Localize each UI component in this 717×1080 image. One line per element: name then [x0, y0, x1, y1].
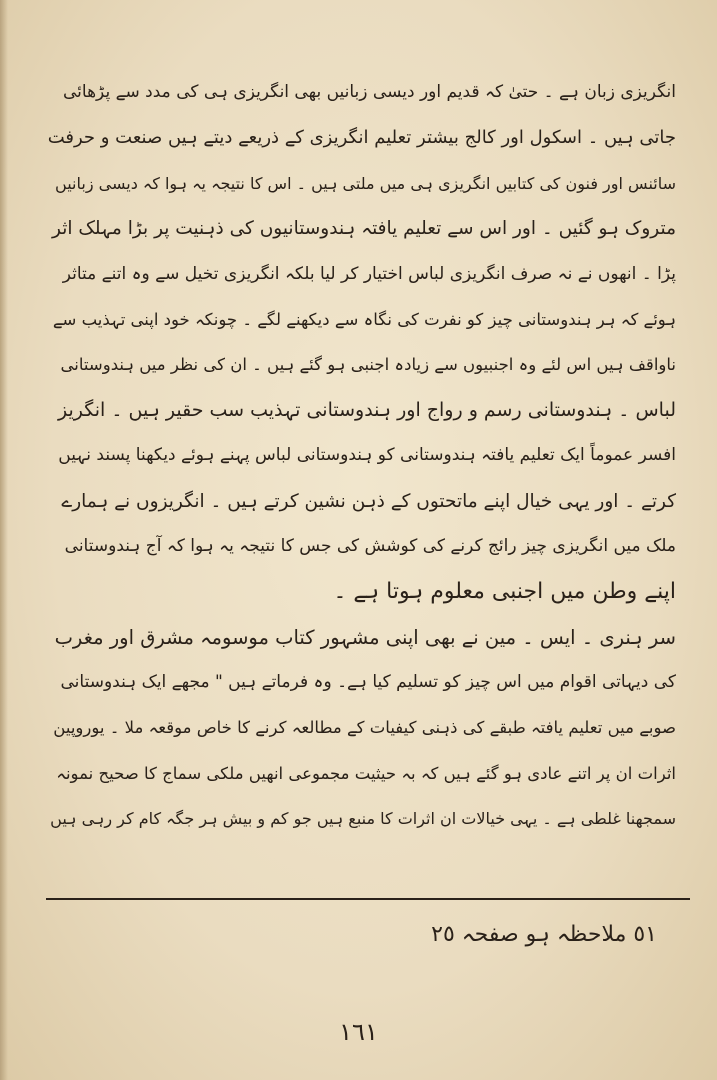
text-line: ملک میں انگریزی چیز رائج کرنے کی کوشش کی جس کا نتیجہ یہ ہوا کہ آج ہندوستانی	[64, 535, 676, 556]
text-line: کی دیہاتی اقوام میں اس چیز کو تسلیم کیا ہے۔ وہ فرماتے ہیں " مجھے ایک ہندوستانی	[60, 672, 676, 693]
text-line: انگریزی زبان ہے ۔ حتیٰ کہ قدیم اور دیسی زبانیں بھی انگریزی ہی کی مدد سے پڑھائی	[63, 82, 676, 102]
page-number: ١٦١	[339, 1018, 378, 1046]
text-line: سائنس اور فنون کی کتابیں انگریزی ہی میں ملتی ہیں ۔ اس کا نتیجہ یہ ہوا کہ دیسی زبانیں	[55, 173, 676, 193]
text-line: صوبے میں تعلیم یافتہ طبقے کی ذہنی کیفیات کے مطالعہ کرنے کا خاص موقعہ ملا ۔ یوروپین	[53, 718, 676, 738]
text-line: ناواقف ہیں اس لئے وہ اجنبیوں سے زیادہ اجنبی ہو گئے ہیں ۔ ان کی نظر میں ہندوستانی	[60, 355, 676, 375]
text-line: سمجھنا غلطی ہے ۔ یہی خیالات ان اثرات کا منبع ہیں جو کم و بیش ہر جگہ کام کر رہی ہیں	[50, 809, 676, 829]
footnote: ٥١ ملاحظہ ہو صفحہ ٢٥	[431, 922, 657, 947]
text-line: پڑا ۔ انھوں نے نہ صرف انگریزی لباس اختیار کر لیا بلکہ انگریزی تخیل سے وہ اتنے متاثر	[62, 263, 676, 284]
text-line: اثرات ان پر اتنے عادی ہو گئے ہیں کہ بہ حیثیت مجموعی انھیں ملکی سماج کا صحیح نمونہ	[56, 763, 676, 783]
footnote-divider	[46, 898, 690, 900]
text-line: کرتے ۔ اور یہی خیال اپنے ماتحتوں کے ذہن نشین کرتے ہیں ۔ انگریزوں نے ہمارے	[61, 490, 676, 512]
text-line: سر ہنری ۔ ایس ۔ مین نے بھی اپنی مشہور کتاب موسومہ مشرق اور مغرب	[54, 625, 676, 649]
text-line: جاتی ہیں ۔ اسکول اور کالج بیشتر تعلیم انگریزی کے ذریعے دیتے ہیں صنعت و حرفت	[48, 127, 676, 149]
text-line: ہوئے کہ ہر ہندوستانی چیز کو نفرت کی نگاہ سے دیکھنے لگے ۔ چونکہ خود اپنی تہذیب سے	[52, 309, 676, 329]
body-text	[48, 70, 676, 842]
page-binding-shadow	[0, 0, 8, 1080]
text-line: لباس ۔ ہندوستانی رسم و رواج اور ہندوستانی تہذیب سب حقیر ہیں ۔ انگریز	[57, 398, 676, 421]
text-line: اپنے وطن میں اجنبی معلوم ہوتا ہے ۔	[333, 579, 676, 605]
text-line: افسر عموماً ایک تعلیم یافتہ ہندوستانی کو ہندوستانی لباس پہنے ہوئے دیکھنا پسند نہیں	[58, 445, 676, 466]
text-line: متروک ہو گئیں ۔ اور اس سے تعلیم یافتہ ہندوستانیوں کی ذہنیت پر بڑا مہلک اثر	[52, 218, 676, 240]
